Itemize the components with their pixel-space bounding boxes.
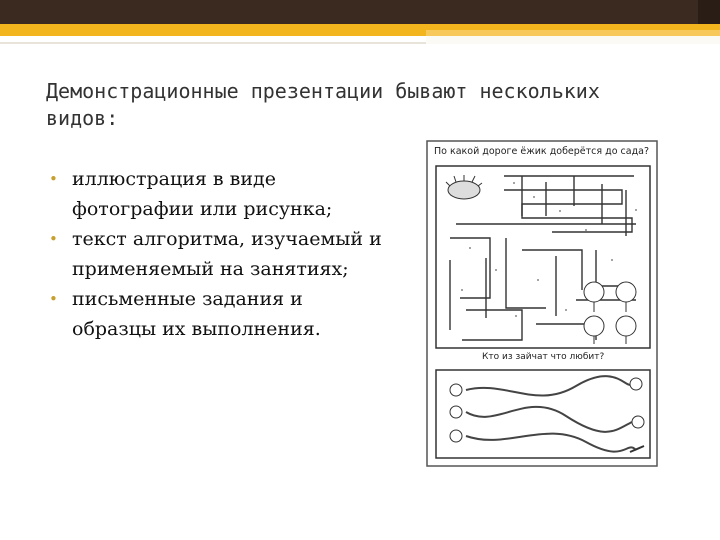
- bullet-text: текст алгоритма, изучаемый и применяемый на занятиях;: [72, 228, 382, 280]
- bullet-list: [46, 164, 386, 344]
- bullet-marker: •: [49, 230, 58, 248]
- slide-title: Демонстрационные презентации бывают нескольких видов:: [46, 79, 600, 130]
- worksheet-illustration: [426, 140, 658, 467]
- bullet-item: [46, 224, 386, 284]
- bullet-text: иллюстрация в виде фотографии или рисунка;: [72, 168, 333, 220]
- bullet-item: [46, 164, 386, 224]
- worksheet-drawing: [426, 140, 658, 467]
- bullet-marker: •: [49, 290, 58, 308]
- bunny-icons: [450, 384, 462, 442]
- bullet-marker: •: [49, 170, 58, 188]
- header-divider-right: [426, 36, 720, 44]
- bullet-text: письменные задания и образцы их выполнения.: [72, 288, 321, 340]
- maze-question: По какой дороге ёжик доберётся до сада?: [434, 146, 650, 157]
- bullet-item: [46, 284, 386, 344]
- bunny-question: Кто из зайчат что любит?: [482, 352, 605, 362]
- top-dark-bar: [0, 0, 720, 24]
- top-bar-corner: [698, 0, 720, 24]
- gold-accent-bar: [0, 24, 720, 36]
